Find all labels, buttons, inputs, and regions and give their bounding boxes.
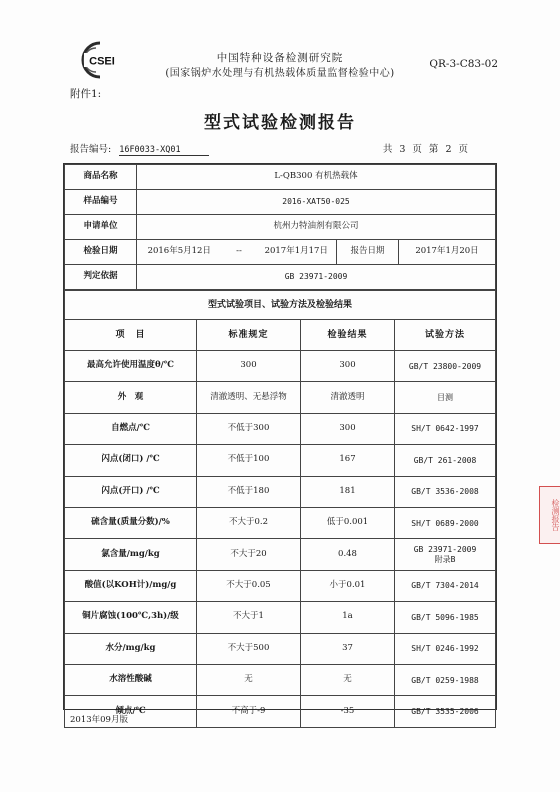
- cell-item: [65, 413, 197, 444]
- cell-method: [395, 696, 496, 727]
- cell-method-text: SH/T 0689-2000: [411, 518, 479, 528]
- cell-result-text: 0.48: [338, 548, 357, 559]
- form-code: QR-3-C83-02: [429, 58, 498, 70]
- cell-result-text: -35: [340, 705, 355, 716]
- cell-standard-text: 不大于20: [230, 548, 267, 559]
- cell-result-text: 低于0.001: [326, 517, 369, 528]
- page-title: 型式试验检测报告: [204, 113, 356, 133]
- cell-standard-text: 不大于0.05: [226, 580, 271, 591]
- cell-item-text: 倾点/℃: [115, 705, 146, 716]
- cell-item-text: 最高允许使用温度θ/℃: [87, 360, 174, 371]
- cell-method: [395, 382, 496, 413]
- cell-standard-text: 300: [240, 360, 257, 371]
- seal-stamp: 检测报告: [539, 486, 560, 544]
- test-date-start: 2016年5月12日: [137, 240, 222, 265]
- info-row-applicant: [65, 215, 496, 240]
- cell-result-text: 300: [339, 360, 356, 371]
- cell-result: [301, 539, 395, 570]
- cell-method-text: GB/T 23800-2009: [408, 361, 482, 371]
- cell-result-text: 300: [339, 423, 356, 434]
- test-date-label: 检验日期: [65, 240, 137, 265]
- cell-standard-text: 不高于-9: [231, 705, 266, 716]
- cell-item: [65, 382, 197, 413]
- cell-standard: [197, 413, 301, 444]
- page-counter: [380, 141, 472, 155]
- col-result: 检验结果: [301, 320, 395, 351]
- cell-method-text: SH/T 0246-1992: [411, 644, 479, 654]
- report-number: [70, 141, 209, 156]
- info-row-basis: [65, 265, 496, 290]
- cell-result: [301, 633, 395, 664]
- pages-total-prefix: 共: [382, 144, 394, 155]
- table-row: [65, 696, 496, 727]
- table-row: [65, 413, 496, 444]
- cell-standard-text: 不低于180: [227, 485, 270, 496]
- basis-value: GB 23971-2009: [137, 265, 496, 290]
- cell-item: [65, 570, 197, 601]
- cell-standard: [197, 351, 301, 382]
- pages-total: 3: [399, 144, 407, 155]
- cell-item-text: 闪点(开口) /℃: [101, 485, 160, 496]
- product-label: 商品名称: [65, 165, 137, 190]
- cell-item: [65, 445, 197, 476]
- cell-result: [301, 476, 395, 507]
- cell-method-text: GB/T 7304-2014: [411, 581, 479, 591]
- table-row: [65, 382, 496, 413]
- svg-text:CSEI: CSEI: [89, 55, 115, 68]
- sample-value: 2016-XAT50-025: [137, 190, 496, 215]
- cell-item: [65, 633, 197, 664]
- cell-item: [65, 507, 197, 538]
- cell-result-text: 1a: [342, 611, 353, 622]
- cell-method: [395, 570, 496, 601]
- cell-method-text: SH/T 0642-1997: [411, 424, 479, 434]
- cell-standard: [197, 507, 301, 538]
- cell-method: [395, 445, 496, 476]
- institute-name: 中国特种设备检测研究院: [216, 52, 344, 64]
- cell-method-text: 目测: [437, 392, 453, 402]
- cell-method: [395, 351, 496, 382]
- cell-item-text: 氯含量/mg/kg: [101, 548, 160, 559]
- section-title: 型式试验项目、试验方法及检验结果: [65, 291, 496, 320]
- cell-result-text: 清澈透明: [330, 391, 365, 402]
- cell-item: [65, 664, 197, 695]
- cell-item-text: 自燃点/℃: [111, 423, 150, 434]
- cell-standard: [197, 570, 301, 601]
- cell-item: [65, 351, 197, 382]
- cell-method: [395, 413, 496, 444]
- cell-standard: [197, 602, 301, 633]
- basis-label: 判定依据: [65, 265, 137, 290]
- cell-method-note: 附录B: [434, 554, 456, 564]
- cell-item-text: 水溶性酸碱: [109, 674, 152, 685]
- cell-result-text: 37: [342, 642, 353, 653]
- cell-item-text: 外 观: [117, 391, 144, 402]
- cell-method: [395, 476, 496, 507]
- cell-item: [65, 539, 197, 570]
- cell-standard: [197, 382, 301, 413]
- cell-item-text: 硫含量(质量分数)/%: [91, 517, 170, 528]
- cell-result-text: 181: [339, 485, 356, 496]
- cell-result: [301, 664, 395, 695]
- cell-result: [301, 382, 395, 413]
- table-row: [65, 602, 496, 633]
- cell-standard: [197, 476, 301, 507]
- page-current-prefix: 第: [428, 144, 440, 155]
- col-method: 试验方法: [395, 320, 496, 351]
- cell-standard: [197, 633, 301, 664]
- cell-standard-text: 不大于1: [233, 611, 264, 622]
- cell-item: [65, 476, 197, 507]
- results-table: [64, 290, 496, 728]
- attachment-label: 附件1:: [70, 88, 102, 100]
- cell-standard: [197, 445, 301, 476]
- cell-method-text: GB/T 5096-1985: [411, 612, 479, 622]
- table-row: [65, 445, 496, 476]
- report-date-label: 报告日期: [337, 240, 399, 265]
- report-number-label: 报告编号:: [70, 144, 112, 155]
- cell-item-text: 水分/mg/kg: [105, 642, 156, 653]
- page-unit: 页: [458, 144, 469, 155]
- cell-method: [395, 507, 496, 538]
- table-row: [65, 351, 496, 382]
- page-current: 2: [445, 144, 453, 155]
- cell-standard: [197, 696, 301, 727]
- cell-standard-text: 不大于0.2: [228, 517, 269, 528]
- edition-note: 2013年09月版: [70, 715, 128, 725]
- info-table: [64, 164, 496, 290]
- table-row: [65, 507, 496, 538]
- report-date-value: 2017年1月20日: [399, 240, 496, 265]
- cell-standard-text: 不低于100: [227, 454, 270, 465]
- cell-standard-text: 不大于500: [227, 642, 270, 653]
- cell-standard-text: 无: [244, 674, 253, 685]
- cell-method-text: GB/T 3536-2008: [411, 487, 479, 497]
- cell-standard: [197, 664, 301, 695]
- cell-result: [301, 570, 395, 601]
- cell-method-text: GB/T 0259-1988: [411, 675, 479, 685]
- cell-method: [395, 633, 496, 664]
- pages-unit: 页: [412, 144, 423, 155]
- center-name: (国家锅炉水处理与有机热载体质量监督检验中心): [165, 68, 395, 79]
- cell-result-text: 无: [343, 674, 352, 685]
- section-title-row: [65, 291, 496, 320]
- cell-result: [301, 351, 395, 382]
- col-standard: 标准规定: [197, 320, 301, 351]
- cell-method-text: GB/T 261-2008: [413, 455, 477, 465]
- report-number-value: 16F0033-XQ01: [119, 145, 209, 156]
- cell-item-text: 酸值(以KOH计)/mg/g: [84, 580, 177, 591]
- cell-result-text: 小于0.01: [329, 580, 366, 591]
- cell-method-text: GB/T 3535-2006: [411, 706, 479, 716]
- col-item: 项 目: [65, 320, 197, 351]
- applicant-label: 申请单位: [65, 215, 137, 240]
- cell-result: [301, 507, 395, 538]
- table-row: [65, 633, 496, 664]
- column-header-row: [65, 320, 496, 351]
- table-row: [65, 476, 496, 507]
- cell-item-text: 铜片腐蚀(100℃,3h)/级: [82, 611, 179, 622]
- applicant-value: 杭州力特油剂有限公司: [137, 215, 496, 240]
- cell-method: [395, 539, 496, 570]
- test-date-end: 2017年1月17日: [257, 240, 337, 265]
- cell-result: [301, 413, 395, 444]
- table-row: [65, 570, 496, 601]
- cell-method: [395, 602, 496, 633]
- report-table: [63, 163, 497, 716]
- cell-item-text: 闪点(闭口) /℃: [101, 454, 160, 465]
- info-row-sample: [65, 190, 496, 215]
- csei-logo: [70, 40, 122, 80]
- product-value: L-QB300 有机热载体: [137, 165, 496, 190]
- cell-method: [395, 664, 496, 695]
- info-row-dates: [65, 240, 496, 265]
- cell-result: [301, 696, 395, 727]
- test-date-dash: --: [222, 240, 257, 265]
- cell-method-text: GB 23971-2009: [413, 545, 477, 555]
- info-row-product: [65, 165, 496, 190]
- cell-result: [301, 445, 395, 476]
- cell-standard: [197, 539, 301, 570]
- table-row: [65, 664, 496, 695]
- cell-standard-text: 不低于300: [227, 423, 270, 434]
- cell-item: [65, 602, 197, 633]
- table-row: [65, 539, 496, 570]
- cell-result-text: 167: [339, 454, 356, 465]
- cell-result: [301, 602, 395, 633]
- sample-label: 样品编号: [65, 190, 137, 215]
- cell-standard-text: 清澈透明、无悬浮物: [210, 391, 287, 402]
